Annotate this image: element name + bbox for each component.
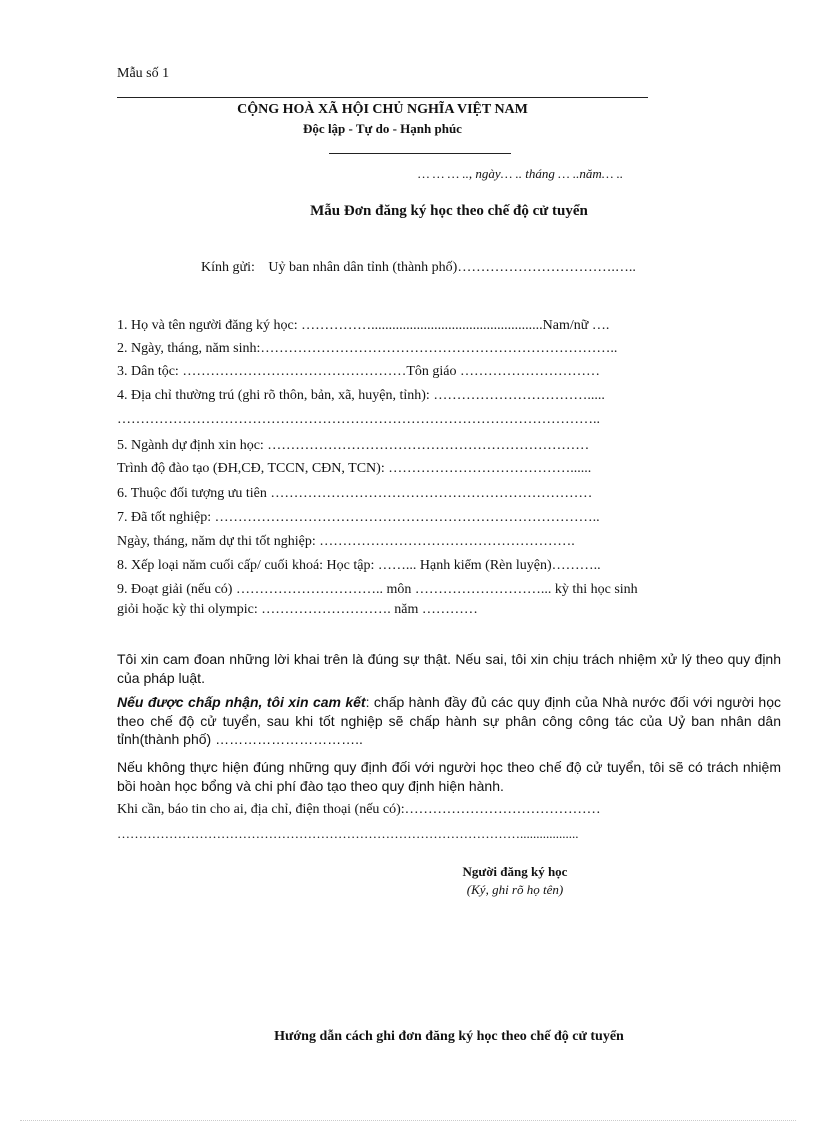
field-exam-date: Ngày, tháng, năm dự thi tốt nghiệp: ………………………………………………. (117, 534, 575, 549)
field-ethnicity-religion: 3. Dân tộc: …………………………………………Tôn giáo ………………………… (117, 364, 600, 379)
form-title: Mẫu Đơn đăng ký học theo chế độ cử tuyển (310, 203, 588, 219)
country-name: CỘNG HOÀ XÃ HỘI CHỦ NGHĨA VIỆT NAM (237, 102, 528, 117)
field-birth-date: 2. Ngày, tháng, năm sinh:………………………………………………………………….. (117, 341, 618, 356)
field-full-name: 1. Họ và tên người đăng ký học: …………….................................................Nam/nữ …. (117, 318, 610, 333)
contact-line-continued: ………………………………………………………………………………….................. (117, 826, 579, 841)
field-awards: 9. Đoạt giải (nếu có) ………………………….. môn ………………………... kỳ thi học sinh (117, 582, 638, 597)
refund-paragraph: Nếu không thực hiện đúng những quy định đối với người học theo chế độ cử tuyển, tôi sẽ có trách nhiệm bồi hoàn học bổng và chi phí đào tạo theo quy định hiện hành. (117, 759, 781, 794)
motto-underline (329, 153, 511, 154)
signature-note: (Ký, ghi rõ họ tên) (466, 882, 564, 897)
contact-line: Khi cần, báo tin cho ai, địa chỉ, điện thoại (nếu có):…………………………………… (117, 802, 601, 817)
declaration-paragraph: Tôi xin cam đoan những lời khai trên là đúng sự thật. Nếu sai, tôi xin chịu trách nhiệm xử lý theo quy định của pháp luật. (117, 651, 781, 686)
commitment-lead: Nếu được chấp nhận, tôi xin cam kết (117, 694, 366, 710)
field-intended-major: 5. Ngành dự định xin học: …………………………………………………………… (117, 438, 590, 453)
field-permanent-address: 4. Địa chỉ thường trú (ghi rõ thôn, bản, xã, huyện, tỉnh): ……………………………..... (117, 388, 605, 403)
field-awards-continued: giỏi hoặc kỳ thi olympic: ………………………. năm ………… (117, 602, 478, 617)
signature-title: Người đăng ký học (462, 864, 568, 879)
national-motto: Độc lập - Tự do - Hạnh phúc (303, 121, 462, 136)
page-bottom-divider (20, 1120, 796, 1121)
recipient-value: Uỷ ban nhân dân tỉnh (thành phố)…………………………….….. (268, 260, 636, 275)
field-training-level: Trình độ đào tạo (ĐH,CĐ, TCCN, CĐN, TCN): …………………………………...... (117, 461, 592, 476)
instructions-title: Hướng dẫn cách ghi đơn đăng ký học theo chế độ cử tuyển (274, 1029, 624, 1044)
field-graduated: 7. Đã tốt nghiệp: ……………………………………………………………………….. (117, 510, 600, 525)
field-address-continued: ………………………………………………………………………………………….. (117, 412, 600, 427)
commitment-text: : chấp hành đầy đủ các quy định của Nhà nước đối với người học theo chế độ cử tuyển, sau khi tốt nghiệp sẽ chấp hành sự phân công công tác của Uỷ ban nhân dân tỉnh(thành phố) ………………………….. (117, 694, 782, 747)
field-priority-group: 6. Thuộc đối tượng ưu tiên …………………………………………………………… (117, 486, 593, 501)
commitment-paragraph (117, 693, 781, 749)
recipient-line (201, 260, 636, 276)
recipient-label: Kính gửi: (201, 260, 255, 275)
form-number: Mẫu số 1 (117, 66, 170, 81)
field-final-year-rating: 8. Xếp loại năm cuối cấp/ cuối khoá: Học tập: ……... Hạnh kiểm (Rèn luyện)……….. (117, 558, 601, 573)
header-top-rule (117, 97, 648, 98)
date-line: … … … .., ngày… .. tháng … ..năm… .. (418, 166, 624, 181)
